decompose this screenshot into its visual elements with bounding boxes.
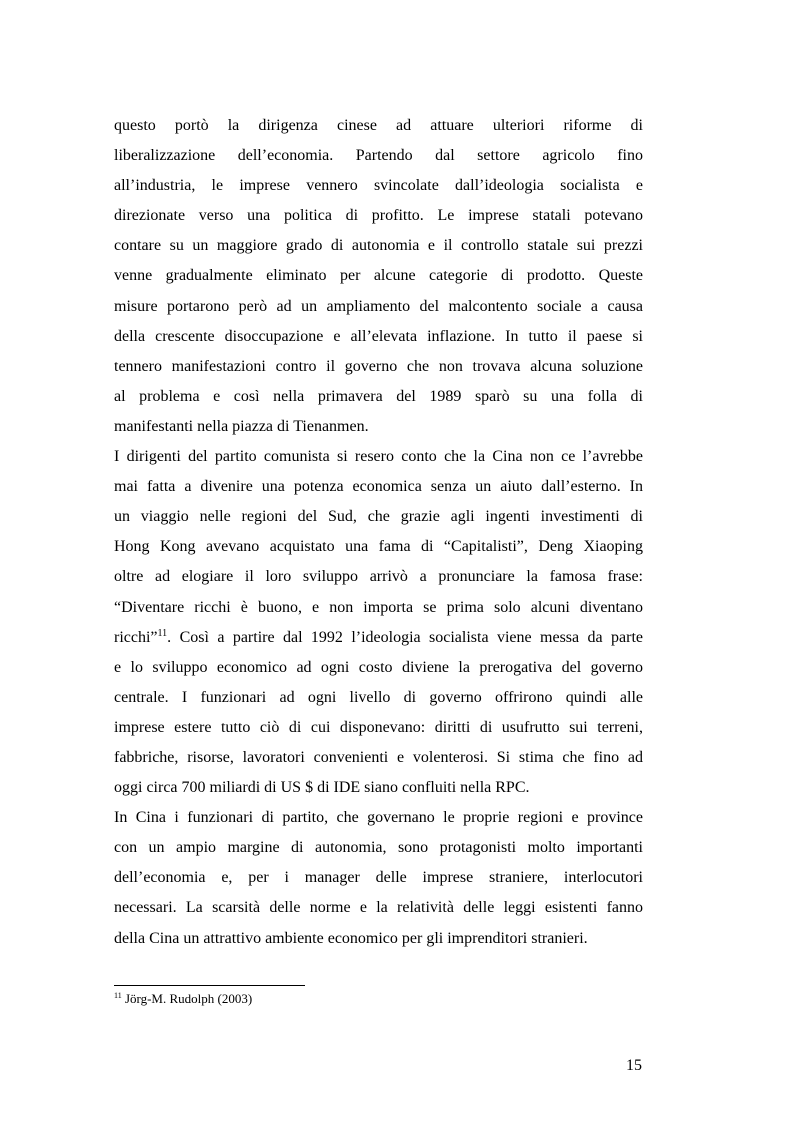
text-line: venne gradualmente eliminato per alcune categorie di prodotto. Queste	[114, 267, 643, 285]
text-line: manifestanti nella piazza di Tienanmen.	[114, 417, 369, 435]
page-number: 15	[626, 1057, 642, 1074]
text-fragment: . Così a partire dal 1992 l’ideologia socialista viene messa da parte	[167, 628, 643, 646]
text-line: questo portò la dirigenza cinese ad attuare ulteriori riforme di	[114, 117, 643, 134]
footnote-separator	[114, 985, 305, 986]
text-line: mai fatta a divenire una potenza economica senza un aiuto dall’esterno. In	[114, 478, 643, 496]
text-line: all’industria, le imprese vennero svincolate dall’ideologia socialista e	[114, 177, 643, 195]
text-line: Hong Kong avevano acquistato una fama di “Capitalisti”, Deng Xiaoping	[114, 538, 643, 556]
footnote	[114, 991, 252, 1007]
text-line: con un ampio margine di autonomia, sono protagonisti molto importanti	[114, 839, 643, 857]
text-line: In Cina i funzionari di partito, che governano le proprie regioni e province	[114, 809, 643, 827]
footnote-text: Jörg-M. Rudolph (2003)	[121, 991, 253, 1006]
text-line: fabbriche, risorse, lavoratori convenienti e volenterosi. Si stima che fino ad	[114, 748, 643, 766]
footnote-marker: 11	[157, 627, 168, 639]
text-line: della Cina un attrattivo ambiente economico per gli imprenditori stranieri.	[114, 929, 588, 947]
text-line: della crescente disoccupazione e all’elevata inflazione. In tutto il paese si	[114, 327, 643, 345]
body-text	[114, 111, 643, 954]
text-line: misure portarono però ad un ampliamento del malcontento sociale a causa	[114, 297, 643, 315]
footnote-number: 11	[114, 991, 122, 1000]
text-line: contare su un maggiore grado di autonomia e il controllo statale sui prezzi	[114, 237, 643, 255]
text-line: al problema e così nella primavera del 1989 sparò su una folla di	[114, 387, 643, 405]
text-line: liberalizzazione dell’economia. Partendo dal settore agricolo fino	[114, 147, 643, 165]
text-line: oltre ad elogiare il loro sviluppo arrivò a pronunciare la famosa frase:	[114, 568, 643, 586]
text-line: necessari. La scarsità delle norme e la relatività delle leggi esistenti fanno	[114, 899, 643, 917]
text-line: “Diventare ricchi è buono, e non importa se prima solo alcuni diventano	[114, 598, 643, 616]
text-line: e lo sviluppo economico ad ogni costo diviene la prerogativa del governo	[114, 658, 643, 676]
text-line: oggi circa 700 miliardi di US $ di IDE siano confluiti nella RPC.	[114, 779, 530, 797]
text-line: direzionate verso una politica di profitto. Le imprese statali potevano	[114, 207, 643, 225]
footnote-reference-line	[114, 623, 643, 653]
text-line: imprese estere tutto ciò di cui disponevano: diritti di usufrutto sui terreni,	[114, 718, 643, 736]
text-line: centrale. I funzionari ad ogni livello di governo offrirono quindi alle	[114, 688, 643, 706]
text-fragment: ricchi”	[114, 628, 158, 646]
text-line: I dirigenti del partito comunista si resero conto che la Cina non ce l’avrebbe	[114, 448, 643, 466]
text-line: tennero manifestazioni contro il governo che non trovava alcuna soluzione	[114, 357, 643, 375]
text-line: dell’economia e, per i manager delle imprese straniere, interlocutori	[114, 869, 643, 887]
text-line: un viaggio nelle regioni del Sud, che grazie agli ingenti investimenti di	[114, 508, 643, 526]
